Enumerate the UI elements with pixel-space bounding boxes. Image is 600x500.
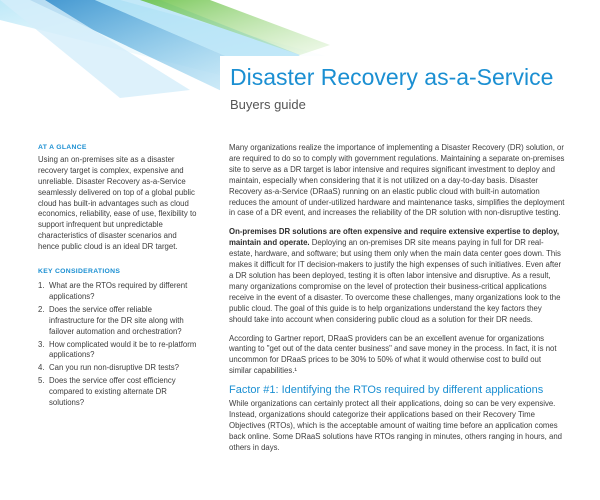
list-item-number: 4. — [38, 363, 45, 373]
list-item-number: 1. — [38, 280, 45, 290]
at-a-glance-heading: AT A GLANCE — [38, 144, 87, 151]
list-item-text: How complicated would it be to re-platform applications? — [49, 339, 197, 360]
paragraph-body: Deploying an on-premises DR site means paying in full for DR real-estate, hardware, and software; but using them only when the main data center goes down. This makes it difficult for IT decision-makers to justify the high expenses of such initiatives. Even after a DR solution has been deployed, testing it is often labor intensive and disruptive. As a result, many organizations compromise on the level of protection their business-critical applications receive in the event of a disaster. To overcome these challenges, many organizations look to the public cloud. The goal of this guide is to help organizations understand the key factors they should take into account when considering public cloud as a solution for their DR needs. — [229, 238, 562, 324]
list-item-number: 3. — [38, 339, 45, 349]
intro-paragraph: Many organizations realize the importance of implementing a Disaster Recovery (DR) solution, or are required to do so to comply with government regulations. Maintaining a separate on-premises site to serve as a DR target is labor intensive and requires significant investment to deploy and maintain, especially when considering that it is not utilized on a day-to-day basis. Disaster Recovery as-a-Service (DRaaS) running on an elastic public cloud with built-in automation reduces the amount of under-utilized hardware and maintenance tasks, simplifies the deployment in case of a DR event, and increases the reliability of the DR solution with non-disruptive testing. — [229, 143, 565, 218]
factor-1-paragraph: While organizations can certainly protect all their applications, doing so can be very expensive. Instead, organizations should categorize their applications based on their Recovery Time Objectives (RTOs), which is the acceptable amount of waiting time before an application comes back online. Some DRaaS solutions have RTOs ranging in minutes, others ranging in hours, and others in days. — [229, 399, 563, 452]
page-title: Disaster Recovery as-a-Service — [230, 64, 554, 90]
at-a-glance-text: Using an on-premises site as a disaster recovery target is complex, expensive and unreliable. Disaster Recovery as-a-Service seamlessly delivered on top of a global public cloud has built-in advantages such as cloud economics, reliability, ease of use, flexibility to support infrequent but unpredictable characteristics of disaster scenarios and hence public cloud is an ideal DR target. — [38, 154, 197, 252]
list-item — [38, 363, 198, 374]
page-subtitle: Buyers guide — [230, 97, 306, 112]
list-item-number: 5. — [38, 376, 45, 386]
list-item-number: 2. — [38, 304, 45, 314]
paragraph-lead: On-premises DR solutions are often expensive and require extensive expertise to deploy, maintain and operate. — [229, 227, 560, 248]
key-considerations-list — [38, 281, 198, 409]
list-item-text: Does the service offer cost efficiency compared to existing alternate DR solutions? — [49, 376, 176, 408]
sidebar — [38, 143, 198, 411]
list-item — [38, 281, 198, 303]
list-item — [38, 376, 198, 409]
list-item-text: What are the RTOs required by different applications? — [49, 280, 188, 301]
list-item — [38, 340, 198, 362]
list-item-text: Can you run non-disruptive DR tests? — [49, 363, 180, 373]
main-content — [229, 143, 565, 462]
on-premises-paragraph — [229, 227, 565, 325]
list-item — [38, 305, 198, 338]
list-item-text: Does the service offer reliable infrastructure for the DR site along with failover automation and orchestration? — [49, 304, 184, 336]
key-considerations-heading: KEY CONSIDERATIONS — [38, 268, 121, 276]
factor-1-heading: Factor #1: Identifying the RTOs required by different applications — [229, 384, 544, 397]
gartner-paragraph: According to Gartner report, DRaaS providers can be an excellent avenue for organizations wanting to "get out of the data center business" and save money in the process. In fact, it is not uncommon for DRaaS prices to be 30% to 50% of what it would otherwise cost to build out similar capabilities.¹ — [229, 333, 557, 376]
